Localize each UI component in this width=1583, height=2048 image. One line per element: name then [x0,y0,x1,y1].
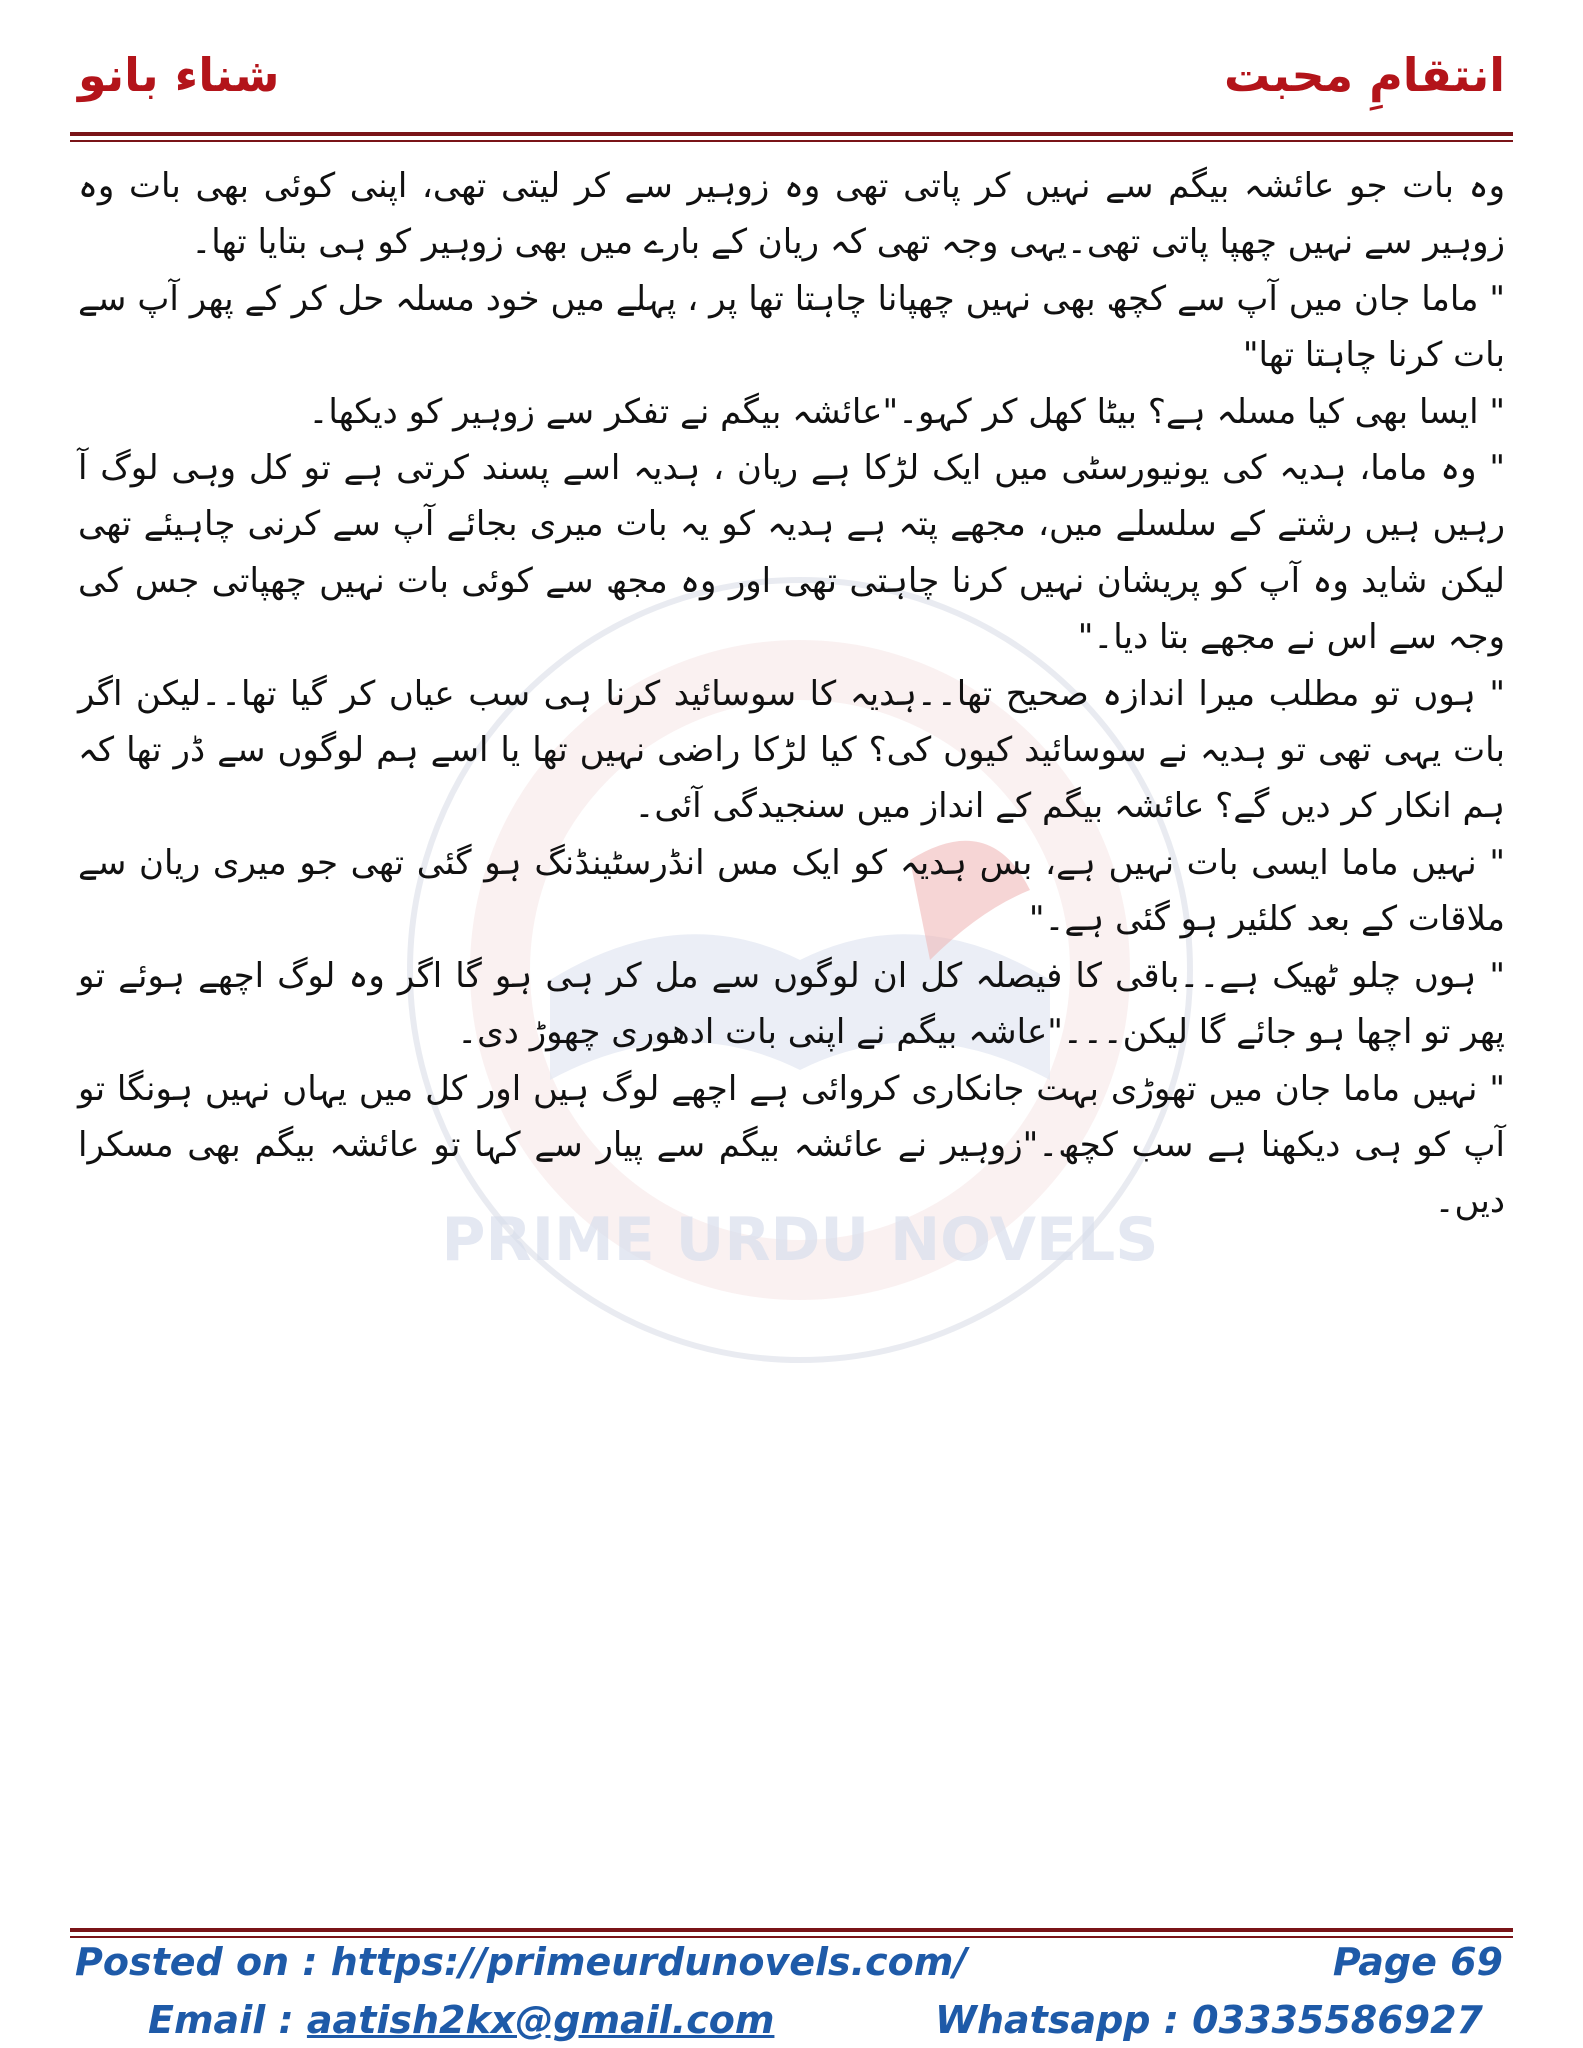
footer-rule-thick [70,1928,1513,1932]
paragraph: وہ بات جو عائشہ بیگم سے نہیں کر پاتی تھی وہ زوہیر سے کر لیتی تھی، اپنی کوئی بھی بات وہ زوہیر سے نہیں چھپا پاتی تھی۔یہی وجہ تھی کہ ریان کے بارے میں بھی زوہیر کو ہی بتایا تھا۔ [78,166,1505,263]
header-rule-thin [70,140,1513,142]
footer-rule-thin [70,1936,1513,1938]
paragraph: " ہوں تو مطلب میرا اندازہ صحیح تھا۔۔ہدیہ کا سوسائید کرنا ہی سب عیاں کر گیا تھا۔۔لیکن اگر بات یہی تھی تو ہدیہ نے سوسائید کیوں کی؟ کیا لڑکا راضی نہیں تھا یا اسے ہم لوگوں سے ڈر تھا کہ ہم انکار کر دیں گے؟ عائشہ بیگم کے انداز میں سنجیدگی آئی۔ [78,673,1505,827]
story-body [78,158,1505,1230]
page-header [0,0,1583,140]
paragraph: " نہیں ماما جان میں تھوڑی بہت جانکاری کروائی ہے اچھے لوگ ہیں اور کل میں یہاں نہیں ہونگا تو آپ کو ہی دیکھنا ہے سب کچھ۔"زوہیر نے عائشہ بیگم سے پیار سے کہا تو عائشہ بیگم بھی مسکرا دیں۔ [78,1068,1505,1222]
email-prefix: Email : [148,1998,307,2042]
novel-title: انتقامِ محبت [1223,48,1505,102]
paragraph: " ماما جان میں آپ سے کچھ بھی نہیں چھپانا چاہتا تھا پر ، پہلے میں خود مسلہ حل کر کے پھر آپ سے بات کرنا چاہتا تھا" [78,278,1505,376]
paragraph: " وہ ماما، ہدیہ کی یونیورسٹی میں ایک لڑکا ہے ریان ، ہدیہ اسے پسند کرتی ہے تو کل وہی لوگ آ رہیں ہیں رشتے کے سلسلے میں، مجھے پتہ ہے ہدیہ کو یہ بات میری بجائے آپ سے کرنی چاہیئے تھی لیکن شاید وہ آپ کو پریشان نہیں کرنا چاہتی تھی اور وہ مجھ سے کوئی بات نہیں چھپاتی جس کی وجہ سے اس نے مجھے بتا دیا۔" [78,448,1505,658]
page-number: Page 69 [1332,1940,1503,1984]
author-name: شناء بانو [78,48,280,102]
paragraph: " ایسا بھی کیا مسلہ ہے؟ بیٹا کھل کر کہو۔"عائشہ بیگم نے تفکر سے زوہیر کو دیکھا۔ [308,391,1505,432]
paragraph: " ہوں چلو ٹھیک ہے۔۔باقی کا فیصلہ کل ان لوگوں سے مل کر ہی ہو گا اگر وہ لوگ اچھے ہوئے تو پھر تو اچھا ہو جائے گا لیکن۔۔۔"عاشہ بیگم نے اپنی بات ادھوری چھوڑ دی۔ [78,955,1506,1053]
email-link[interactable]: aatish2kx@gmail.com [306,1998,775,2042]
posted-on-link[interactable]: Posted on : https://primeurdunovels.com/ [75,1940,968,1984]
whatsapp-number: Whatsapp : 03335586927 [935,1998,1483,2042]
header-rule-thick [70,132,1513,136]
paragraph: " نہیں ماما ایسی بات نہیں ہے، بس ہدیہ کو ایک مس انڈرسٹینڈنگ ہو گئی تھی جو میری ریان سے ملاقات کے بعد کلئیر ہو گئی ہے۔" [78,842,1505,940]
watermark-text: PRIME URDU NOVELS [441,1205,1159,1275]
email-line [148,1998,774,2042]
